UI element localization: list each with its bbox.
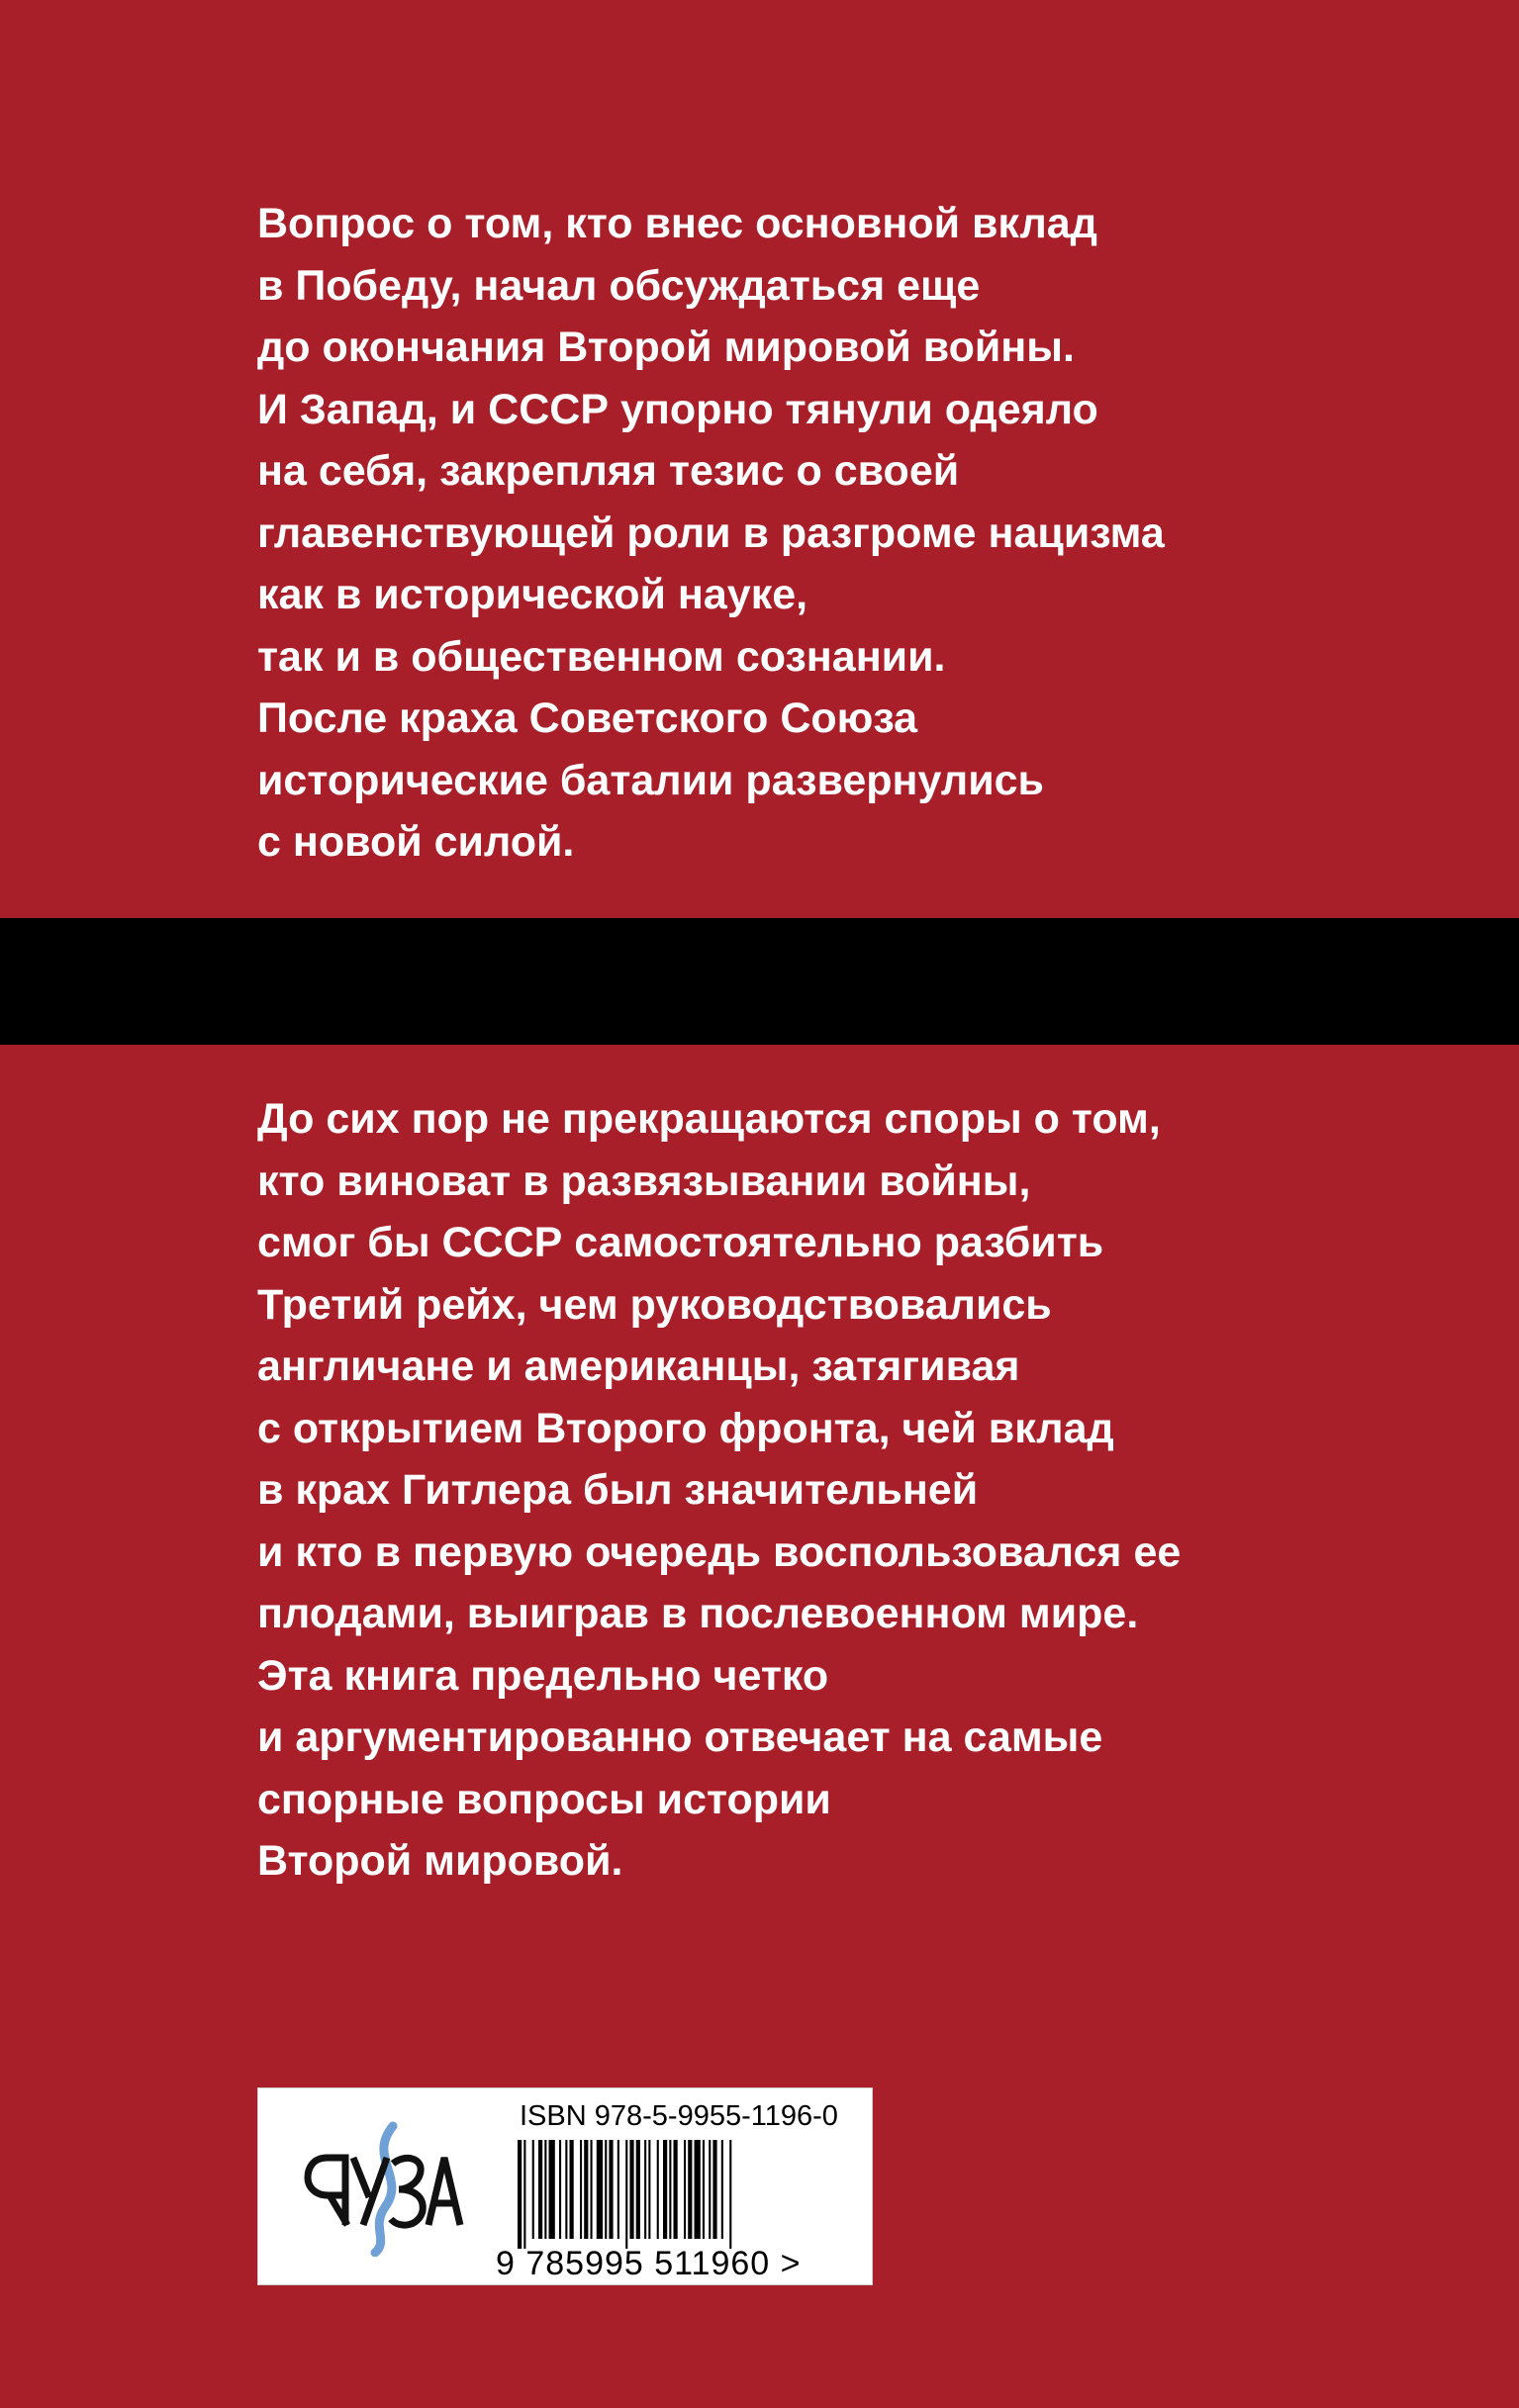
text-line: и аргументированно отвечает на самые — [257, 1713, 1103, 1761]
barcode-bar — [617, 2140, 619, 2239]
barcode-bar — [570, 2140, 574, 2239]
barcode-bar — [518, 2140, 522, 2249]
barcode-bar — [703, 2140, 705, 2239]
barcode-bar — [629, 2140, 633, 2239]
barcode-bar — [729, 2140, 731, 2249]
text-line: до окончания Второй мировой войны. — [257, 324, 1075, 371]
top-paragraph — [257, 193, 1296, 874]
text-line: так и в общественном сознании. — [257, 632, 946, 681]
barcode-bar — [636, 2140, 640, 2239]
barcode-bar — [591, 2140, 593, 2239]
barcode-bar — [605, 2140, 607, 2239]
barcode-bar — [625, 2140, 627, 2249]
barcode-bar — [549, 2140, 555, 2239]
barcode-bar — [712, 2140, 716, 2239]
barcode — [518, 2140, 814, 2249]
barcode-panel — [257, 2087, 873, 2285]
text-line: в Победу, начал обсуждаться еще — [257, 261, 981, 310]
text-line: англичане и американцы, затягивая — [257, 1343, 1020, 1390]
text-line: спорные вопросы истории — [257, 1775, 831, 1823]
barcode-bar — [709, 2140, 711, 2239]
text-line: кто виноват в развязывании войны, — [257, 1157, 1031, 1205]
barcode-bar — [688, 2140, 692, 2239]
barcode-bar — [565, 2140, 567, 2239]
text-line: Третий рейх, чем руководствовались — [257, 1280, 1052, 1329]
text-line: До сих пор не прекращаются споры о том, — [257, 1095, 1161, 1143]
text-line: смог бы СССР самостоятельно разбить — [257, 1219, 1104, 1266]
bottom-paragraph — [257, 1088, 1296, 1893]
text-line: и кто в первую очередь воспользовался ее — [257, 1528, 1182, 1576]
text-line: Вопрос о том, кто внес основной вклад — [257, 200, 1097, 247]
barcode-bar — [597, 2140, 603, 2239]
yauza-river-logo — [298, 2118, 466, 2257]
barcode-bar — [695, 2140, 701, 2239]
barcode-bar — [721, 2140, 723, 2239]
text-line: Второй мировой. — [257, 1837, 623, 1885]
barcode-bar — [559, 2140, 561, 2239]
barcode-bar — [648, 2140, 650, 2239]
barcode-bar — [580, 2140, 582, 2239]
text-line: как в исторической науке, — [257, 571, 808, 618]
isbn-label: ISBN 978-5-9955-1196-0 — [520, 2100, 838, 2132]
black-band-divider — [0, 918, 1519, 1045]
text-line: После краха Советского Союза — [257, 695, 918, 742]
barcode-bar — [657, 2140, 659, 2239]
text-line: Эта книга предельно четко — [257, 1651, 829, 1700]
barcode-bar — [663, 2140, 667, 2239]
text-line: исторические баталии развернулись — [257, 756, 1044, 804]
text-line: главенствующей роли в разгроме нацизма — [257, 509, 1165, 557]
barcode-digits: 9 785995 511960 > — [496, 2245, 802, 2282]
barcode-bar — [684, 2140, 686, 2239]
barcode-bar — [544, 2140, 546, 2239]
text-line: на себя, закрепляя тезис о своей — [257, 447, 960, 495]
barcode-bar — [523, 2140, 525, 2249]
barcode-bar — [584, 2140, 588, 2239]
barcode-bar — [674, 2140, 678, 2239]
text-line: с открытием Второго фронта, чей вклад — [257, 1404, 1114, 1452]
text-line: с новой силой. — [257, 818, 575, 866]
barcode-bar — [644, 2140, 646, 2239]
barcode-bar — [538, 2140, 542, 2239]
text-line: И Запад, и СССР упорно тянули одеяло — [257, 385, 1098, 433]
barcode-bar — [532, 2140, 534, 2239]
barcode-bar — [609, 2140, 613, 2239]
barcode-bar — [669, 2140, 671, 2239]
text-line: в крах Гитлера был значительней — [257, 1466, 979, 1514]
text-line: плодами, выиграв в послевоенном мире. — [257, 1590, 1139, 1637]
